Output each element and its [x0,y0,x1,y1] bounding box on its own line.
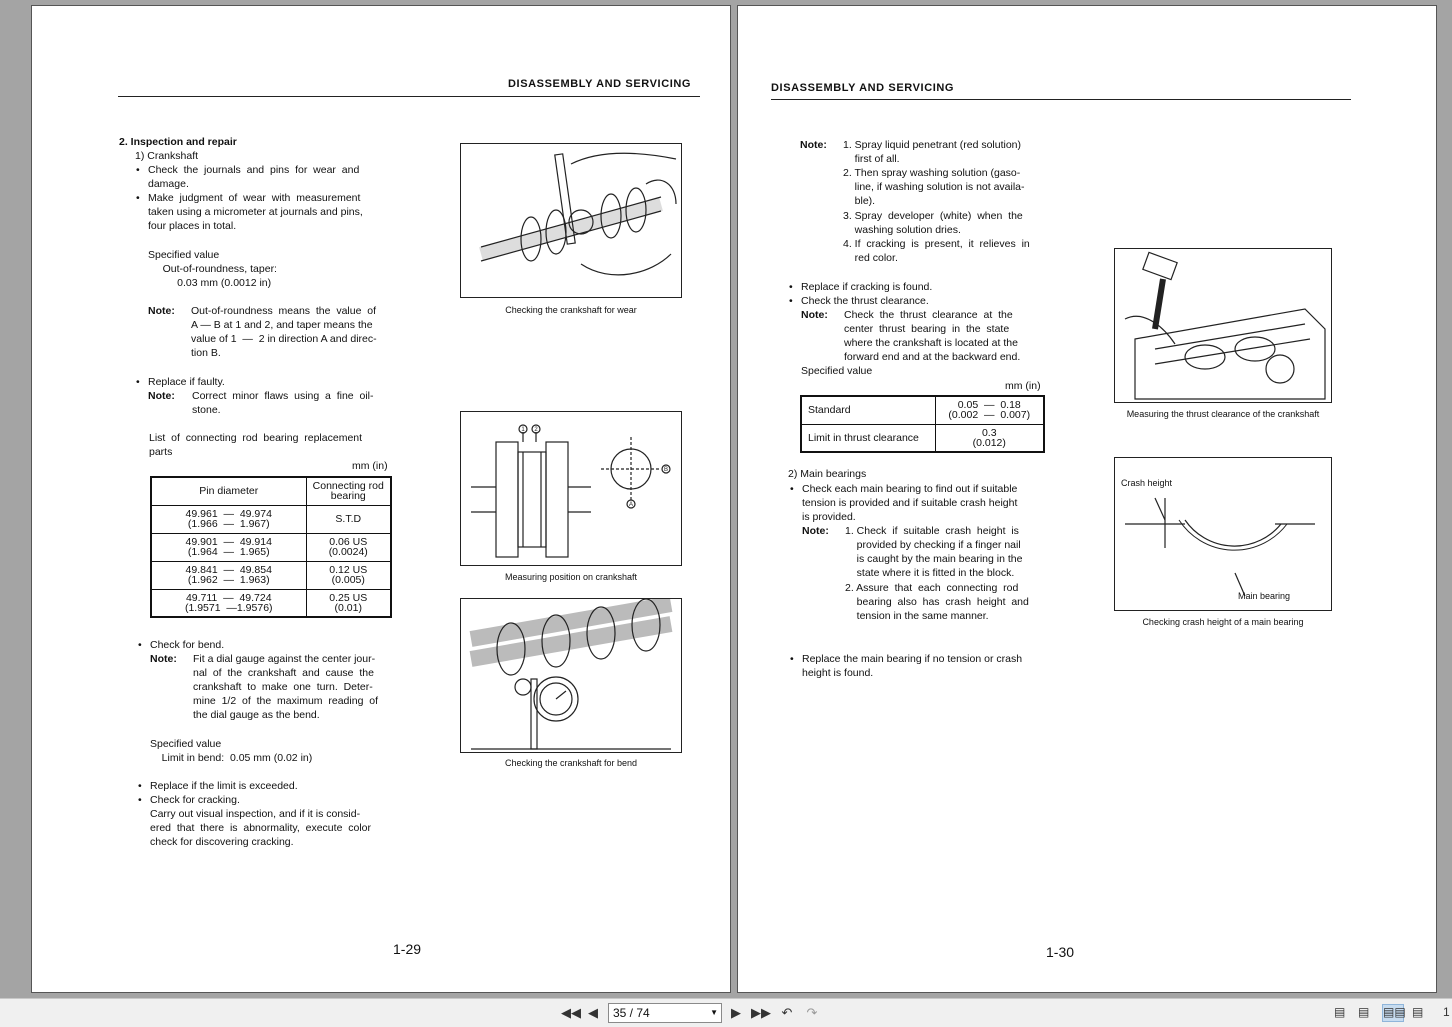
page-header: DISASSEMBLY AND SERVICING [508,78,692,90]
thrust-clearance-illustration [1115,249,1332,403]
figure-crankshaft-bend [460,598,682,753]
note-dial-gauge: Fit a dial gauge against the center jour- nal of the crankshaft and cause the crankshaft to make one turn. Deter- mine 1/2 of the maximum reading of the dial gauge as the bend. [193,653,379,722]
table-cell: 0.06 US (0.0024) [306,533,391,561]
previous-page-icon: ◀ [588,1005,598,1020]
first-page-icon: ◀◀ [561,1005,581,1020]
bullet-check-thrust: • Check the thrust clearance. [801,294,929,308]
page-1-29 [31,5,731,993]
table-cell: 0.12 US (0.005) [306,561,391,589]
forward-view-button[interactable] [803,1004,821,1022]
header-rule [118,96,700,97]
bullet-replace-cracking: • Replace if cracking is found. [801,280,932,294]
svg-text:2: 2 [534,427,538,433]
table-cell: 49.841 — 49.854 (1.962 — 1.963) [151,561,306,589]
note-label: Note: [802,525,829,537]
last-page-button[interactable] [751,1004,769,1022]
back-view-icon: ↶ [781,1005,793,1020]
chevron-down-icon: ▼ [710,1008,718,1017]
table-header: Connecting rod bearing [306,477,391,505]
back-view-button[interactable] [778,1004,796,1022]
table-cell: 0.25 US (0.01) [306,589,391,617]
table-header: Pin diameter [151,477,306,505]
next-page-icon: ▶ [731,1005,741,1020]
table-cell: 0.05 — 0.18 (0.002 — 0.007) [935,396,1044,424]
table-cell: 49.961 — 49.974 (1.966 — 1.967) [151,505,306,533]
figure-measuring-position [460,411,682,566]
caption-measuring-position: Measuring position on crankshaft [504,572,638,582]
bullet-replace-faulty: • Replace if faulty. [148,375,225,389]
subsection-crankshaft: 1) Crankshaft [135,150,199,162]
label-crash-height: Crash height [1121,478,1173,488]
table-cell: 49.711 — 49.724 (1.9571 —1.9576) [151,589,306,617]
forward-view-icon: ↷ [806,1005,818,1020]
svg-text:B: B [663,467,669,473]
thrust-clearance-table [800,395,1045,453]
bullet-check-journals: • Check the journals and pins for wear and damage. [148,163,359,191]
page-number: 1-29 [393,941,422,957]
measuring-position-diagram [461,412,682,566]
note-step-3: 3. Spray developer (white) when the washing solution dries. [843,210,1023,237]
last-page-icon: ▶▶ [751,1005,771,1020]
facing-view-button[interactable] [1382,1004,1404,1022]
spec-label: Specified value [801,365,873,377]
spec-out-of-roundness: Specified value Out-of-roundness, taper: 0.03 mm (0.0012 in) [148,249,277,290]
bullet-check-main-bearing: • Check each main bearing to find out if suitable tension is provided and if suitable crash height is provided. [802,482,1017,524]
table-cell: Limit in thrust clearance [801,424,935,452]
next-page-button[interactable] [727,1004,745,1022]
previous-page-button[interactable] [584,1004,602,1022]
table-row [801,396,1044,424]
continuous-facing-icon: ▤ [1412,1005,1424,1019]
table-cell: S.T.D [306,505,391,533]
subsection-main-bearings: 2) Main bearings [788,468,867,480]
single-page-icon: ▤ [1334,1005,1346,1019]
header-rule [771,99,1351,100]
page-selector[interactable] [608,1003,722,1023]
figure-crankshaft-wear [460,143,682,298]
table-row [151,561,391,589]
first-page-button[interactable] [561,1004,579,1022]
cracking-body: Carry out visual inspection, and if it is consid- ered that there is abnormality, execute color check for discovering cracking. [150,808,371,849]
caption-crankshaft-wear: Checking the crankshaft for wear [505,305,637,315]
table-cell: 49.901 — 49.914 (1.964 — 1.965) [151,533,306,561]
bullet-replace-main-bearing: • Replace the main bearing if no tension or crash height is found. [802,652,1022,680]
single-page-view-button[interactable] [1334,1005,1348,1021]
note-step-4: 4. If cracking is present, it relieves in red color. [843,238,1030,265]
bullet-check-cracking: • Check for cracking. [150,793,240,807]
note-crash-height-1: 1. Check if suitable crash height is provided by checking if a finger nail is caught by the main bearing in the state where it is fitted in the block. [845,525,1023,580]
svg-text:1: 1 [521,427,525,433]
facing-pages-icon: ▤▤ [1383,1005,1406,1019]
list-title: List of connecting rod bearing replacement parts [149,432,363,459]
table-unit: mm (in) [1005,380,1041,392]
label-main-bearing: Main bearing [1238,591,1291,601]
note-crash-height-2: 2. Assure that each connecting rod bearing also has crash height and tension in the same manner. [845,582,1029,623]
continuous-page-icon: ▤ [1358,1005,1370,1019]
figure-thrust-clearance [1114,248,1332,403]
table-unit: mm (in) [352,460,388,472]
note-label: Note: [148,390,175,402]
table-row [151,505,391,533]
page-1-30 [737,5,1437,993]
dial-gauge-illustration [461,599,682,753]
table-row [151,533,391,561]
table-row [151,589,391,617]
page-header: DISASSEMBLY AND SERVICING [771,82,955,94]
bearing-table [150,476,392,618]
spec-limit-bend: Specified value Limit in bend: 0.05 mm (0.02 in) [150,738,313,765]
caption-crash-height: Checking crash height of a main bearing [1142,617,1304,627]
continuous-facing-view-button[interactable] [1412,1005,1428,1021]
note-label: Note: [150,653,177,665]
note-minor-flaws: Correct minor flaws using a fine oil- stone. [192,390,374,417]
note-label: Note: [148,305,175,317]
section-title: 2. Inspection and repair [119,136,237,148]
continuous-view-button[interactable] [1358,1005,1372,1021]
caption-thrust-clearance: Measuring the thrust clearance of the crankshaft [1126,409,1320,419]
note-step-1: 1. Spray liquid penetrant (red solution) first of all. [843,139,1022,166]
page-number: 1-30 [1046,944,1075,960]
caption-crankshaft-bend: Checking the crankshaft for bend [504,758,638,768]
viewer-toolbar [0,998,1452,1027]
page-indicator: 35 / 74 [613,1006,650,1020]
note-out-of-roundness: Out-of-roundness means the value of A — B at 1 and 2, and taper means the value of 1 — 2 in direction A and direc- tion B. [191,305,377,360]
bullet-check-bend: • Check for bend. [150,638,224,652]
note-label: Note: [800,139,827,151]
crankshaft-micrometer-illustration [461,144,682,298]
svg-text:A: A [628,502,634,508]
note-thrust-clearance: Check the thrust clearance at the center thrust bearing in the state where the crankshaft is located at the forward end and at the backward end. [844,309,1021,364]
table-row [801,424,1044,452]
note-step-2: 2. Then spray washing solution (gaso- line, if washing solution is not availa- ble). [843,167,1025,208]
bullet-judgment-wear: • Make judgment of wear with measurement taken using a micrometer at journals and pins, four places in total. [148,191,363,233]
bullet-replace-limit: • Replace if the limit is exceeded. [150,779,298,793]
zoom-field[interactable]: 1 [1443,1005,1450,1019]
note-label: Note: [801,309,828,321]
figure-crash-height [1114,457,1332,611]
table-cell: 0.3 (0.012) [935,424,1044,452]
table-cell: Standard [801,396,935,424]
